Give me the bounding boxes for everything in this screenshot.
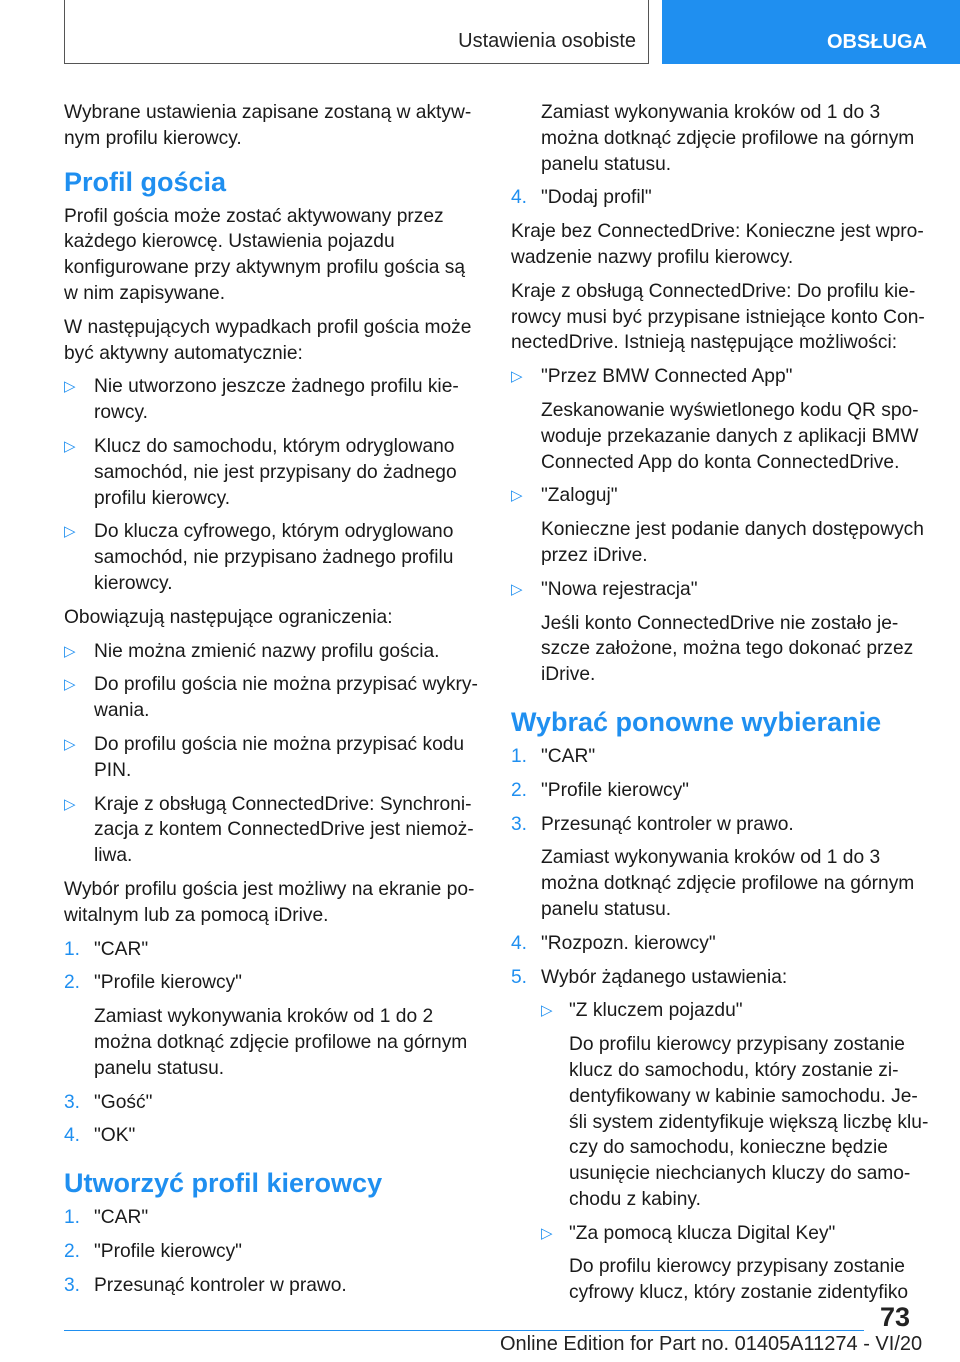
step-item [511, 965, 929, 991]
step-text: "Rozpozn. kierowcy" [541, 932, 716, 954]
triangle-bullet-icon: ▷ [64, 437, 76, 455]
header-chapter-tab: OBSŁUGA [662, 0, 960, 64]
page-number: 73 [880, 1302, 911, 1332]
step-text: "Dodaj profil" [541, 187, 652, 209]
list-item-text: "Z kluczem pojazdu" [569, 1000, 743, 1022]
guest-paragraph-2: W następujących wypadkach profil gościa może być aktywny automatycznie: [64, 316, 472, 364]
step-number: 3. [64, 1091, 81, 1113]
option-description: Zeskanowanie wyświetlonego kodu QR spowoduje przekazanie danych z aplikacji BMW Connected App do konta ConnectedDrive. [541, 399, 919, 473]
list-item-text: "Za pomocą klucza Digital Key" [569, 1222, 836, 1244]
step-item [64, 1239, 478, 1265]
step-item [64, 1205, 478, 1231]
list-item [511, 1221, 929, 1247]
step-number: 5. [511, 966, 528, 988]
guest-profile-heading: Profil gościa [64, 166, 227, 197]
list-item-text: Do profilu gościa nie można przypisać wykrywania. [94, 674, 478, 722]
step-number: 1. [64, 938, 81, 960]
triangle-bullet-icon: ▷ [64, 795, 76, 813]
list-item [64, 792, 478, 869]
list-item-text: Kraje z obsługą ConnectedDrive: Synchronizacja z kontem ConnectedDrive jest niemożliwa. [94, 793, 474, 867]
step-text: "CAR" [94, 938, 149, 960]
intro-paragraph: Wybrane ustawienia zapisane zostaną w aktywnym profilu kierowcy. [64, 102, 472, 149]
step-number: 1. [64, 1207, 81, 1229]
triangle-bullet-icon: ▷ [511, 580, 523, 598]
create-profile-heading: Utworzyć profil kierowcy [64, 1168, 383, 1199]
list-item-text: Nie można zmienić nazwy profilu gościa. [94, 640, 440, 662]
redial-heading: Wybrać ponowne wybieranie [511, 706, 882, 737]
list-item [64, 639, 478, 665]
step-number: 3. [511, 813, 528, 835]
step-item [511, 812, 929, 838]
step-number: 3. [64, 1274, 81, 1296]
step-item [64, 970, 478, 996]
step-item [511, 778, 929, 804]
step-item [64, 1123, 478, 1149]
list-item [64, 374, 478, 426]
option-description: Konieczne jest podanie danych dostępowych przez iDrive. [541, 519, 924, 566]
footer-divider [64, 1330, 864, 1331]
right-column [511, 100, 929, 1314]
step-item [511, 931, 929, 957]
footer-edition: Online Edition for Part no. 01405A11274 - VI/20 [500, 1333, 923, 1355]
triangle-bullet-icon: ▷ [541, 1002, 553, 1020]
step-number: 4. [64, 1125, 81, 1147]
step-number: 1. [511, 745, 528, 767]
list-item [511, 577, 929, 603]
option-description: Jeśli konto ConnectedDrive nie zostało jeszcze założone, można tego dokonać przez iDrive. [541, 612, 914, 686]
list-item-text: "Nowa rejestracja" [541, 578, 698, 600]
list-item-text: Nie utworzono jeszcze żadnego profilu kierowcy. [94, 376, 459, 424]
step-item [64, 937, 478, 963]
triangle-bullet-icon: ▷ [64, 642, 76, 660]
guest-select-paragraph: Wybór profilu gościa jest możliwy na ekranie powitalnym lub za pomocą iDrive. [64, 878, 475, 926]
step-number: 2. [64, 1240, 81, 1262]
step-item [64, 1090, 478, 1116]
list-item-text: Klucz do samochodu, którym odryglowano samochód, nie jest przypisany do żadnego profilu kierowcy. [94, 435, 457, 509]
list-item-text: Do profilu gościa nie można przypisać kodu PIN. [94, 733, 465, 781]
list-item [64, 519, 478, 596]
option-description: Do profilu kierowcy przypisany zostanie cyfrowy klucz, który zostanie zidentyfiko [569, 1256, 909, 1304]
step-text: "Profile kierowcy" [541, 779, 689, 801]
step-text: "OK" [94, 1125, 136, 1147]
step-text: "Gość" [94, 1091, 153, 1113]
step-number: 4. [511, 187, 528, 209]
step-item [511, 185, 929, 211]
step-note: Zamiast wykonywania kroków od 1 do 3 można dotknąć zdjęcie profilowe na górnym panelu statusu. [541, 102, 915, 175]
triangle-bullet-icon: ▷ [541, 1224, 553, 1242]
guest-paragraph-1: Profil gościa może zostać aktywowany przez każdego kierowcę. Ustawienia pojazdu konfigurowane przy aktywnym profilu gościa są w nim zapisywane. [64, 205, 465, 304]
triangle-bullet-icon: ▷ [511, 368, 523, 386]
step-number: 2. [511, 779, 528, 801]
list-item [64, 672, 478, 724]
step-number: 4. [511, 932, 528, 954]
step-note: Zamiast wykonywania kroków od 1 do 2 można dotknąć zdjęcie profilowe na górnym panelu statusu. [94, 1006, 468, 1079]
list-item [511, 483, 929, 509]
list-item-text: Do klucza cyfrowego, którym odryglowano samochód, nie przypisano żadnego profilu kierowcy. [94, 521, 454, 594]
triangle-bullet-icon: ▷ [64, 735, 76, 753]
step-item [511, 744, 929, 770]
left-column [64, 100, 478, 1306]
no-connecteddrive-paragraph: Kraje bez ConnectedDrive: Konieczne jest wprowadzenie nazwy profilu kierowcy. [511, 221, 924, 268]
step-text: "CAR" [541, 745, 596, 767]
limits-intro: Obowiązują następujące ograniczenia: [64, 606, 393, 628]
triangle-bullet-icon: ▷ [511, 487, 523, 505]
header-section-title: Ustawienia osobiste [458, 30, 636, 52]
list-item [511, 998, 929, 1024]
option-description: Do profilu kierowcy przypisany zostanie klucz do samochodu, który zostanie zidentyfikowany w kabinie samochodu. Jeśli system zidentyfikuje większą liczbę kluczy do samochodu, konieczne będzie usunięcie niechcianych kluczy do samochodu z kabiny. [569, 1034, 929, 1210]
list-item [511, 364, 929, 390]
step-text: Przesunąć kontroler w prawo. [94, 1274, 347, 1296]
list-item-text: "Zaloguj" [541, 485, 618, 507]
step-text: "Profile kierowcy" [94, 1240, 242, 1262]
step-number: 2. [64, 972, 81, 994]
connecteddrive-paragraph: Kraje z obsługą ConnectedDrive: Do profilu kierowcy musi być przypisane istniejące konto ConnectedDrive. Istnieją następujące możliwości: [511, 280, 925, 354]
triangle-bullet-icon: ▷ [64, 523, 76, 541]
step-text: Przesunąć kontroler w prawo. [541, 813, 794, 835]
step-text: Wybór żądanego ustawienia: [541, 966, 788, 988]
list-item [64, 434, 478, 511]
step-text: "Profile kierowcy" [94, 972, 242, 994]
step-text: "CAR" [94, 1207, 149, 1229]
triangle-bullet-icon: ▷ [64, 378, 76, 396]
list-item [64, 732, 478, 784]
step-note: Zamiast wykonywania kroków od 1 do 3 można dotknąć zdjęcie profilowe na górnym panelu statusu. [541, 847, 915, 920]
list-item-text: "Przez BMW Connected App" [541, 366, 793, 388]
step-item [64, 1273, 478, 1299]
triangle-bullet-icon: ▷ [64, 676, 76, 694]
